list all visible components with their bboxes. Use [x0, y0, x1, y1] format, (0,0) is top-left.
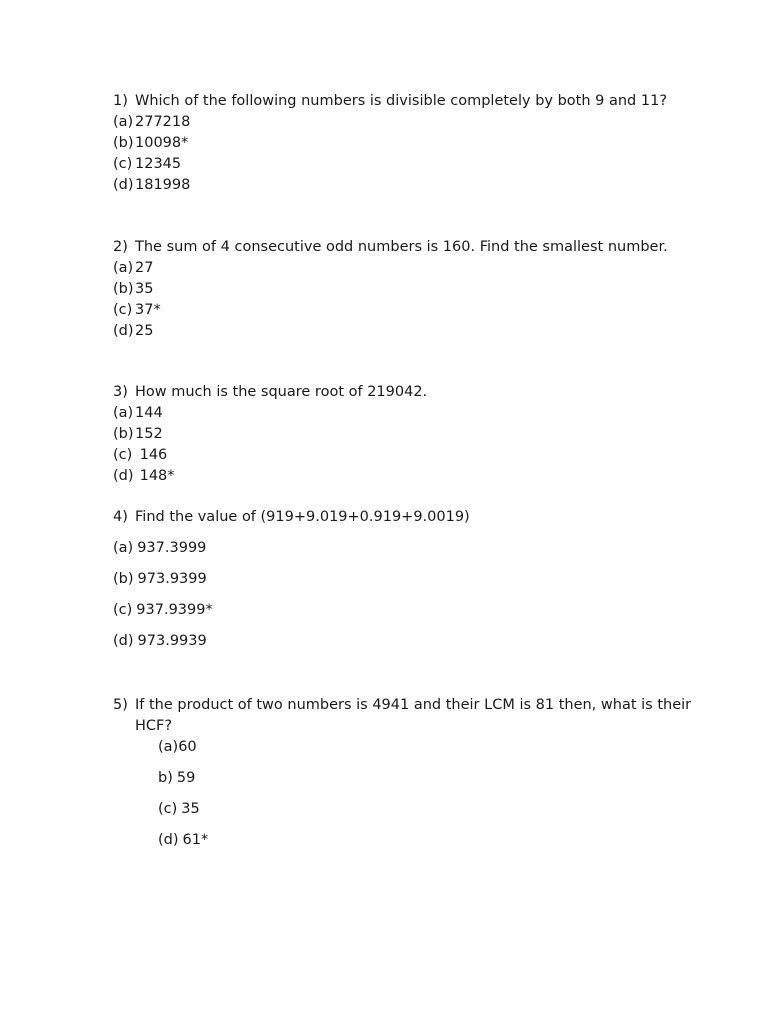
- option-value: 61*: [182, 832, 209, 848]
- option-b: [113, 279, 693, 300]
- option-c: [113, 154, 693, 175]
- option-label: b): [158, 770, 173, 786]
- option-label: (a): [113, 405, 134, 421]
- option-a: [113, 538, 693, 559]
- option-value: 937.3999: [137, 540, 207, 556]
- question-text: Which of the following numbers is divisible completely by both 9 and 11?: [135, 93, 668, 109]
- option-value: 973.9939: [137, 633, 207, 649]
- option-value: 25: [135, 323, 154, 339]
- option-d: [158, 830, 693, 851]
- option-c: [113, 600, 693, 621]
- question-text: How much is the square root of 219042.: [135, 384, 428, 400]
- question-stem: [113, 382, 693, 403]
- option-d: [113, 175, 693, 196]
- option-value: 35: [135, 281, 154, 297]
- option-value: 10098*: [135, 135, 189, 151]
- option-b: [158, 768, 693, 789]
- option-a: [158, 737, 693, 758]
- option-label: (a): [158, 739, 179, 755]
- option-value: 937.9399*: [136, 602, 213, 618]
- option-label: (d): [158, 832, 179, 848]
- option-label: (a): [113, 260, 134, 276]
- option-value: 35: [181, 801, 200, 817]
- option-a: [113, 112, 693, 133]
- option-a: [113, 258, 693, 279]
- option-label: (c): [113, 602, 133, 618]
- option-value: 973.9399: [137, 571, 207, 587]
- option-label: (c): [113, 302, 133, 318]
- question-stem: [113, 237, 693, 258]
- option-value: 60: [178, 739, 197, 755]
- option-c: [158, 799, 693, 820]
- option-value: 181998: [135, 177, 191, 193]
- option-label: (c): [158, 801, 178, 817]
- option-value: 59: [176, 770, 196, 786]
- question-stem: [113, 507, 693, 528]
- option-c: [113, 445, 693, 466]
- option-label: (c): [113, 447, 133, 463]
- option-label: (b): [113, 571, 134, 587]
- option-value: 37*: [135, 302, 161, 318]
- option-d: [113, 466, 693, 487]
- question-text: The sum of 4 consecutive odd numbers is 160. Find the smallest number.: [135, 239, 668, 255]
- option-value: 277218: [135, 114, 191, 130]
- option-label: (d): [113, 323, 134, 339]
- option-value: 152: [135, 426, 163, 442]
- option-label: (d): [113, 177, 134, 193]
- question-number: 1): [113, 93, 128, 109]
- question-stem: [113, 91, 693, 112]
- question-2: [113, 237, 693, 342]
- option-b: [113, 424, 693, 445]
- option-d: [113, 321, 693, 342]
- question-1: [113, 91, 693, 196]
- question-number: 4): [113, 509, 128, 525]
- question-text: If the product of two numbers is 4941 and their LCM is 81 then, what is their HCF?: [135, 697, 692, 734]
- option-label: (c): [113, 156, 133, 172]
- option-label: (b): [113, 426, 134, 442]
- question-5: [113, 695, 693, 851]
- question-text: Find the value of (919+9.019+0.919+9.0019): [135, 509, 470, 525]
- option-value: 148*: [135, 468, 175, 484]
- question-number: 5): [113, 697, 128, 713]
- option-b: [113, 569, 693, 590]
- option-label: (b): [113, 281, 134, 297]
- option-b: [113, 133, 693, 154]
- question-number: 2): [113, 239, 128, 255]
- question-stem: [113, 695, 693, 737]
- option-label: (d): [113, 468, 134, 484]
- option-value: 144: [135, 405, 163, 421]
- option-label: (b): [113, 135, 134, 151]
- option-value: 27: [135, 260, 154, 276]
- option-c: [113, 300, 693, 321]
- question-3: [113, 382, 693, 487]
- option-value: 146: [135, 447, 168, 463]
- option-value: 12345: [135, 156, 182, 172]
- option-label: (a): [113, 540, 134, 556]
- option-label: (d): [113, 633, 134, 649]
- option-a: [113, 403, 693, 424]
- option-d: [113, 631, 693, 652]
- option-label: (a): [113, 114, 134, 130]
- question-number: 3): [113, 384, 128, 400]
- question-4: [113, 507, 693, 652]
